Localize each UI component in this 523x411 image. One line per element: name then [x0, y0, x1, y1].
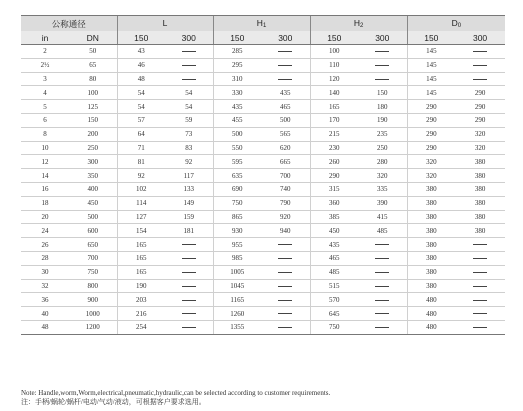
- header-group-h2: $H_2$: [310, 16, 407, 32]
- table-cell: [261, 58, 310, 72]
- header-nominal-size: 公称通径: [21, 16, 117, 32]
- dash-mark: [182, 258, 196, 259]
- table-cell: 48: [21, 320, 69, 334]
- table-cell: 800: [69, 279, 117, 293]
- dash-mark: [182, 300, 196, 301]
- table-cell: 985: [213, 251, 261, 265]
- dash-mark: [278, 258, 292, 259]
- table-cell: [455, 307, 505, 321]
- table-cell: 30: [21, 265, 69, 279]
- dimension-table: [21, 15, 505, 335]
- table-cell: [261, 45, 310, 59]
- table-cell: 515: [310, 279, 358, 293]
- table-cell: 380: [407, 210, 455, 224]
- table-cell: 18: [21, 196, 69, 210]
- table-cell: [261, 265, 310, 279]
- table-cell: 290: [455, 113, 505, 127]
- dash-mark: [182, 286, 196, 287]
- table-cell: 59: [165, 113, 213, 127]
- table-cell: 3: [21, 72, 69, 86]
- table-cell: [261, 320, 310, 334]
- table-cell: [261, 293, 310, 307]
- table-cell: 1355: [213, 320, 261, 334]
- table-cell: 114: [117, 196, 165, 210]
- table-cell: 165: [117, 251, 165, 265]
- dash-mark: [278, 313, 292, 314]
- table-cell: 465: [261, 100, 310, 114]
- table-cell: 385: [310, 210, 358, 224]
- header-h1-150: 150: [213, 31, 261, 45]
- table-cell: 73: [165, 127, 213, 141]
- table-cell: 145: [407, 72, 455, 86]
- table-cell: 290: [310, 169, 358, 183]
- table-cell: 170: [310, 113, 358, 127]
- header-group-l: L: [117, 16, 213, 32]
- table-cell: 127: [117, 210, 165, 224]
- table-cell: 320: [407, 169, 455, 183]
- table-cell: 380: [407, 265, 455, 279]
- table-cell: 250: [358, 141, 407, 155]
- table-cell: 380: [407, 238, 455, 252]
- table-cell: 450: [69, 196, 117, 210]
- table-cell: 435: [261, 86, 310, 100]
- table-body: [21, 45, 505, 335]
- table-cell: 480: [407, 293, 455, 307]
- table-cell: 290: [407, 127, 455, 141]
- table-cell: [165, 320, 213, 334]
- table-cell: 485: [358, 224, 407, 238]
- dash-mark: [278, 327, 292, 328]
- header-h1-300: 300: [261, 31, 310, 45]
- table-row: [21, 196, 505, 210]
- table-cell: 250: [69, 141, 117, 155]
- table-cell: 10: [21, 141, 69, 155]
- table-cell: 54: [117, 86, 165, 100]
- table-cell: 14: [21, 169, 69, 183]
- dash-mark: [375, 51, 389, 52]
- dash-mark: [375, 65, 389, 66]
- table-cell: 295: [213, 58, 261, 72]
- table-cell: 290: [455, 100, 505, 114]
- table-cell: 400: [69, 182, 117, 196]
- table-cell: 28: [21, 251, 69, 265]
- dash-mark: [278, 286, 292, 287]
- table-cell: [261, 238, 310, 252]
- dash-mark: [182, 244, 196, 245]
- header-l-150: 150: [117, 31, 165, 45]
- header-row-groups: [21, 16, 505, 32]
- table-cell: 32: [21, 279, 69, 293]
- table-cell: [455, 320, 505, 334]
- table-cell: 320: [358, 169, 407, 183]
- table-cell: 700: [69, 251, 117, 265]
- table-cell: 280: [358, 155, 407, 169]
- dash-mark: [278, 79, 292, 80]
- dash-mark: [278, 272, 292, 273]
- table-cell: 165: [117, 265, 165, 279]
- table-cell: [358, 238, 407, 252]
- table-row: [21, 45, 505, 59]
- dash-mark: [375, 272, 389, 273]
- footnote-english: Note: Handle,worm,Worm,electrical,pneumatic,hydraulic,can be selected according to customer requirements.: [21, 389, 331, 397]
- table-cell: [455, 293, 505, 307]
- dash-mark: [182, 79, 196, 80]
- table-cell: 92: [117, 169, 165, 183]
- table-cell: 16: [21, 182, 69, 196]
- table-cell: [165, 58, 213, 72]
- table-cell: 110: [310, 58, 358, 72]
- table-cell: 900: [69, 293, 117, 307]
- table-cell: 180: [358, 100, 407, 114]
- dash-mark: [182, 51, 196, 52]
- table-cell: 455: [213, 113, 261, 127]
- table-cell: 930: [213, 224, 261, 238]
- table-cell: [358, 307, 407, 321]
- table-row: [21, 265, 505, 279]
- table-cell: 200: [69, 127, 117, 141]
- table-cell: 320: [407, 155, 455, 169]
- table-cell: [165, 238, 213, 252]
- table-cell: [165, 307, 213, 321]
- dash-mark: [375, 327, 389, 328]
- header-l-300: 300: [165, 31, 213, 45]
- table-cell: 20: [21, 210, 69, 224]
- table-cell: 750: [310, 320, 358, 334]
- table-cell: 216: [117, 307, 165, 321]
- dash-mark: [375, 244, 389, 245]
- dash-mark: [278, 300, 292, 301]
- table-cell: [358, 251, 407, 265]
- table-cell: 700: [261, 169, 310, 183]
- table-cell: 380: [407, 251, 455, 265]
- table-cell: 2½: [21, 58, 69, 72]
- table-cell: 635: [213, 169, 261, 183]
- table-row: [21, 113, 505, 127]
- table-cell: 285: [213, 45, 261, 59]
- spec-table-container: [21, 15, 505, 335]
- table-cell: 1260: [213, 307, 261, 321]
- table-cell: 380: [407, 196, 455, 210]
- table-cell: 290: [407, 141, 455, 155]
- table-cell: [261, 279, 310, 293]
- table-cell: 80: [69, 72, 117, 86]
- dash-mark: [278, 65, 292, 66]
- header-dn: DN: [69, 31, 117, 45]
- table-cell: [165, 72, 213, 86]
- dash-mark: [375, 258, 389, 259]
- table-cell: 4: [21, 86, 69, 100]
- table-row: [21, 100, 505, 114]
- table-cell: 645: [310, 307, 358, 321]
- table-row: [21, 279, 505, 293]
- table-cell: [165, 279, 213, 293]
- table-row: [21, 251, 505, 265]
- table-cell: 380: [455, 210, 505, 224]
- header-d0-150: 150: [407, 31, 455, 45]
- table-cell: 650: [69, 238, 117, 252]
- table-cell: 380: [407, 182, 455, 196]
- dash-mark: [375, 79, 389, 80]
- table-cell: 254: [117, 320, 165, 334]
- table-cell: [261, 251, 310, 265]
- table-cell: 230: [310, 141, 358, 155]
- dash-mark: [473, 51, 487, 52]
- table-cell: 740: [261, 182, 310, 196]
- table-row: [21, 307, 505, 321]
- table-cell: 1045: [213, 279, 261, 293]
- table-cell: 485: [310, 265, 358, 279]
- table-cell: 203: [117, 293, 165, 307]
- table-cell: 1005: [213, 265, 261, 279]
- dash-mark: [473, 272, 487, 273]
- table-cell: [455, 238, 505, 252]
- table-cell: 500: [69, 210, 117, 224]
- table-cell: 92: [165, 155, 213, 169]
- table-cell: 290: [455, 86, 505, 100]
- table-cell: 54: [165, 100, 213, 114]
- table-cell: 1000: [69, 307, 117, 321]
- table-cell: 260: [310, 155, 358, 169]
- table-cell: 480: [407, 307, 455, 321]
- table-cell: 154: [117, 224, 165, 238]
- table-cell: 380: [455, 196, 505, 210]
- table-cell: 149: [165, 196, 213, 210]
- table-cell: 595: [213, 155, 261, 169]
- table-cell: 300: [69, 155, 117, 169]
- table-cell: [261, 72, 310, 86]
- table-cell: 665: [261, 155, 310, 169]
- table-cell: 380: [455, 224, 505, 238]
- table-cell: 465: [310, 251, 358, 265]
- table-cell: 159: [165, 210, 213, 224]
- table-cell: 36: [21, 293, 69, 307]
- table-cell: 380: [455, 155, 505, 169]
- table-cell: 165: [310, 100, 358, 114]
- table-cell: 320: [455, 127, 505, 141]
- dash-mark: [473, 258, 487, 259]
- table-cell: [165, 251, 213, 265]
- table-cell: 8: [21, 127, 69, 141]
- table-cell: 40: [21, 307, 69, 321]
- table-cell: 380: [455, 169, 505, 183]
- table-row: [21, 210, 505, 224]
- dash-mark: [182, 272, 196, 273]
- table-cell: 46: [117, 58, 165, 72]
- table-cell: 190: [117, 279, 165, 293]
- table-cell: 150: [69, 113, 117, 127]
- table-cell: 315: [310, 182, 358, 196]
- table-row: [21, 86, 505, 100]
- table-cell: 415: [358, 210, 407, 224]
- dash-mark: [473, 79, 487, 80]
- table-cell: 133: [165, 182, 213, 196]
- header-group-h1: $H_1$: [213, 16, 310, 32]
- table-row: [21, 238, 505, 252]
- dash-mark: [375, 313, 389, 314]
- table-cell: 360: [310, 196, 358, 210]
- table-cell: 6: [21, 113, 69, 127]
- table-cell: 235: [358, 127, 407, 141]
- table-cell: 350: [69, 169, 117, 183]
- table-cell: 750: [213, 196, 261, 210]
- table-cell: [455, 58, 505, 72]
- table-cell: [455, 265, 505, 279]
- table-cell: [261, 307, 310, 321]
- header-h2-150: 150: [310, 31, 358, 45]
- header-group-d0: $D_0$: [407, 16, 505, 32]
- table-cell: 100: [69, 86, 117, 100]
- table-cell: 310: [213, 72, 261, 86]
- table-row: [21, 141, 505, 155]
- table-cell: 1165: [213, 293, 261, 307]
- table-cell: 435: [213, 100, 261, 114]
- table-cell: 150: [358, 86, 407, 100]
- table-cell: 145: [407, 45, 455, 59]
- table-cell: 620: [261, 141, 310, 155]
- table-cell: 435: [310, 238, 358, 252]
- table-cell: 290: [407, 100, 455, 114]
- table-row: [21, 224, 505, 238]
- table-cell: [455, 72, 505, 86]
- table-cell: 480: [407, 320, 455, 334]
- table-cell: 920: [261, 210, 310, 224]
- table-cell: 570: [310, 293, 358, 307]
- dash-mark: [473, 244, 487, 245]
- table-cell: 145: [407, 86, 455, 100]
- table-cell: 54: [117, 100, 165, 114]
- table-cell: 450: [310, 224, 358, 238]
- table-cell: 102: [117, 182, 165, 196]
- table-cell: 100: [310, 45, 358, 59]
- table-cell: 71: [117, 141, 165, 155]
- table-cell: 83: [165, 141, 213, 155]
- dash-mark: [182, 313, 196, 314]
- table-cell: 600: [69, 224, 117, 238]
- table-cell: 500: [213, 127, 261, 141]
- table-cell: [165, 293, 213, 307]
- table-cell: 2: [21, 45, 69, 59]
- dash-mark: [473, 286, 487, 287]
- table-cell: [358, 58, 407, 72]
- table-cell: [455, 251, 505, 265]
- table-cell: 54: [165, 86, 213, 100]
- table-cell: 65: [69, 58, 117, 72]
- table-cell: 690: [213, 182, 261, 196]
- table-cell: [358, 293, 407, 307]
- header-d0-300: 300: [455, 31, 505, 45]
- table-cell: 165: [117, 238, 165, 252]
- table-cell: 550: [213, 141, 261, 155]
- table-cell: 140: [310, 86, 358, 100]
- table-cell: 500: [261, 113, 310, 127]
- table-cell: [455, 45, 505, 59]
- dash-mark: [473, 300, 487, 301]
- table-cell: [358, 265, 407, 279]
- table-cell: 48: [117, 72, 165, 86]
- table-cell: [358, 45, 407, 59]
- table-cell: 215: [310, 127, 358, 141]
- table-cell: 12: [21, 155, 69, 169]
- table-row: [21, 320, 505, 334]
- table-cell: 865: [213, 210, 261, 224]
- header-row-sub: [21, 31, 505, 45]
- table-cell: 1200: [69, 320, 117, 334]
- table-cell: 64: [117, 127, 165, 141]
- table-cell: [358, 320, 407, 334]
- table-cell: 750: [69, 265, 117, 279]
- table-cell: 335: [358, 182, 407, 196]
- table-row: [21, 72, 505, 86]
- dash-mark: [182, 65, 196, 66]
- table-cell: 190: [358, 113, 407, 127]
- table-cell: 57: [117, 113, 165, 127]
- table-cell: 125: [69, 100, 117, 114]
- table-cell: 330: [213, 86, 261, 100]
- footnote: [21, 389, 511, 407]
- table-cell: 81: [117, 155, 165, 169]
- table-cell: [165, 45, 213, 59]
- dash-mark: [182, 327, 196, 328]
- footnote-chinese: 注：手柄/蜗轮/蜗杆/电动/气动/液动，可根据客户要求选用。: [21, 398, 206, 406]
- header-h2-300: 300: [358, 31, 407, 45]
- table-cell: 380: [407, 224, 455, 238]
- table-cell: 120: [310, 72, 358, 86]
- table-row: [21, 293, 505, 307]
- table-cell: 145: [407, 58, 455, 72]
- dash-mark: [473, 65, 487, 66]
- table-cell: [455, 279, 505, 293]
- header-in: in: [21, 31, 69, 45]
- dash-mark: [473, 313, 487, 314]
- table-cell: [358, 72, 407, 86]
- table-cell: [358, 279, 407, 293]
- table-cell: 380: [455, 182, 505, 196]
- table-cell: 26: [21, 238, 69, 252]
- dash-mark: [473, 327, 487, 328]
- table-cell: [165, 265, 213, 279]
- dash-mark: [375, 300, 389, 301]
- table-row: [21, 58, 505, 72]
- table-row: [21, 155, 505, 169]
- table-cell: 380: [407, 279, 455, 293]
- table-row: [21, 127, 505, 141]
- table-row: [21, 169, 505, 183]
- table-cell: 955: [213, 238, 261, 252]
- dash-mark: [375, 286, 389, 287]
- table-cell: 117: [165, 169, 213, 183]
- table-cell: 320: [455, 141, 505, 155]
- table-cell: 290: [407, 113, 455, 127]
- dash-mark: [278, 244, 292, 245]
- table-cell: 390: [358, 196, 407, 210]
- table-cell: 5: [21, 100, 69, 114]
- table-cell: 790: [261, 196, 310, 210]
- table-cell: 181: [165, 224, 213, 238]
- table-cell: 50: [69, 45, 117, 59]
- table-cell: 43: [117, 45, 165, 59]
- table-cell: 24: [21, 224, 69, 238]
- table-cell: 940: [261, 224, 310, 238]
- table-cell: 565: [261, 127, 310, 141]
- table-row: [21, 182, 505, 196]
- dash-mark: [278, 51, 292, 52]
